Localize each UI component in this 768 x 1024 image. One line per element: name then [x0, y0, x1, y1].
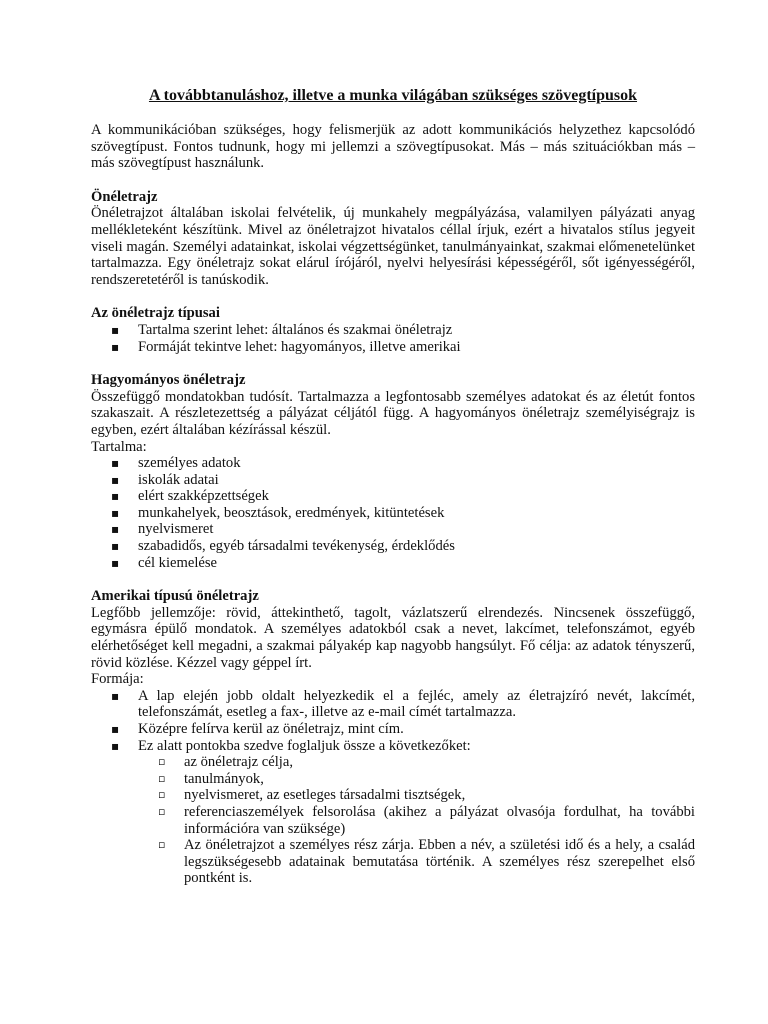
list-item: ▪ Formáját tekintve lehet: hagyományos, illetve amerikai — [91, 339, 695, 356]
list-item: ▪ A lap elején jobb oldalt helyezkedik el a fejléc, amely az életrajzíró nevét, lakcímét, telefonszámát, esetleg a fax-, illetve az e-mail címét tartalmazza. — [91, 688, 695, 721]
amerikai-list — [91, 688, 695, 754]
list-item: ▪ munkahelyek, beosztások, eredmények, kitüntetések — [91, 505, 695, 522]
hagyomanyos-label: Tartalma: — [91, 438, 147, 455]
section-heading-oneletrajz: Önéletrajz — [91, 188, 158, 205]
sub-list-item: ▫ tanulmányok, — [91, 771, 695, 788]
intro-paragraph: A kommunikációban szükséges, hogy felismerjük az adott kommunikációs helyzethez kapcsolódó szövegtípust. Fontos tudnunk, hogy mi jellemzi a szövegtípusokat. Más – más szituációkban más – más szövegtípust használunk. — [91, 122, 695, 172]
section-heading-hagyomanyos: Hagyományos önéletrajz — [91, 372, 246, 389]
list-item: ▪ Középre felírva kerül az önéletrajz, mint cím. — [91, 721, 695, 738]
sub-list-item: ▫ nyelvismeret, az esetleges társadalmi tisztségek, — [91, 787, 695, 804]
hagyomanyos-list — [91, 455, 695, 571]
sub-list-item: ▫ referenciaszemélyek felsorolása (akihez a pályázat olvasója fordulhat, ha további információra van szüksége) — [91, 804, 695, 837]
list-item: ▪ cél kiemelése — [91, 555, 695, 572]
oneletrajz-paragraph: Önéletrajzot általában iskolai felvételik, új munkahely megpályázása, valamilyen pályázati anyag mellékleteként készítünk. Mivel az önéletrajzot hivatalos céllal írjuk, ezért a hivatalos stílus jegyeit viseli magán. Személyi adatainkat, iskolai végzettségünket, tanulmányainkat, szakmai előmenetelünket tartalmazza. Egy önéletrajz sokat elárul írójáról, nyelvi helyesírási képességéről, sőt igényességéről, rendszeretetéről is tanúskodik. — [91, 205, 695, 288]
list-item: ▪ nyelvismeret — [91, 521, 695, 538]
list-item: ▪ iskolák adatai — [91, 472, 695, 489]
amerikai-label: Formája: — [91, 671, 144, 688]
amerikai-paragraph: Legfőbb jellemzője: rövid, áttekinthető, tagolt, vázlatszerű elrendezés. Nincsenek összefüggő, egymásra épülő mondatok. A személyes adatokból csak a nevet, lakcímet, telefonszámot, egyéb elérhetőséget kell megadni, a szakmai pályakép kap nagyobb hangsúlyt. Fő célja: az adatok tényszerű, rövid közlése. Kézzel vagy géppel írt. — [91, 604, 695, 671]
section-heading-tipusai: Az önéletrajz típusai — [91, 305, 220, 322]
document-body — [91, 87, 695, 887]
tipusai-list — [91, 322, 695, 355]
list-item: ▪ szabadidős, egyéb társadalmi tevékenység, érdeklődés — [91, 538, 695, 555]
sub-list-item: ▫ Az önéletrajzot a személyes rész zárja. Ebben a név, a születési idő és a hely, a család legszükségesebb adatainak bemutatása történik. A személyes rész szerepelhet első pontként is. — [91, 837, 695, 887]
hagyomanyos-paragraph: Összefüggő mondatokban tudósít. Tartalmazza a legfontosabb személyes adatokat és az életút fontos szakaszait. A részletezettség a pályázat céljától függ. A hagyományos önéletrajz személyiségrajz is egyben, ezért általában kézírással készül. — [91, 388, 695, 438]
sub-list-item: ▫ az önéletrajz célja, — [91, 754, 695, 771]
list-item: ▪ Tartalma szerint lehet: általános és szakmai önéletrajz — [91, 322, 695, 339]
list-item: ▪ személyes adatok — [91, 455, 695, 472]
section-heading-amerikai: Amerikai típusú önéletrajz — [91, 588, 259, 605]
amerikai-sublist — [91, 754, 695, 887]
list-item: ▪ Ez alatt pontokba szedve foglaljuk össze a következőket: — [91, 738, 695, 755]
list-item: ▪ elért szakképzettségek — [91, 488, 695, 505]
document-title: A továbbtanuláshoz, illetve a munka világában szükséges szövegtípusok — [148, 87, 638, 104]
